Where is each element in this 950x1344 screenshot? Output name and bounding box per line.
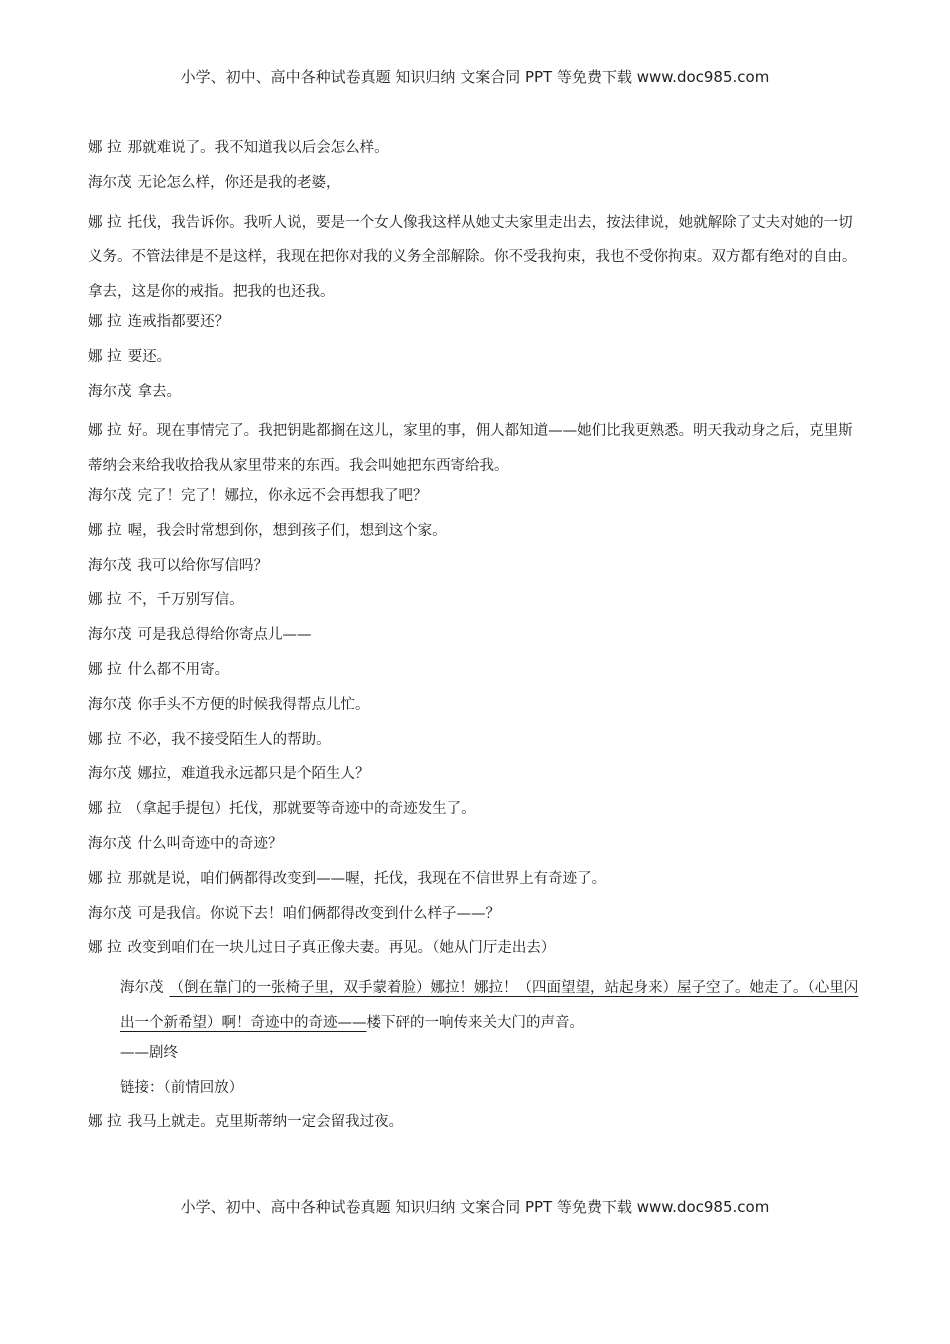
dialogue-text: 改变到咱们在一块儿过日子真正像夫妻。再见。（她从门厅走出去） bbox=[127, 940, 556, 957]
dialogue-text: 完了！完了！娜拉，你永远不会再想我了吧？ bbox=[137, 487, 428, 504]
dialogue-text: 喔，我会时常想到你，想到孩子们，想到这个家。 bbox=[127, 522, 447, 539]
speaker-label: 海尔茂 bbox=[88, 627, 132, 644]
speaker-label: 娜 拉 bbox=[88, 1114, 122, 1131]
dialogue-line bbox=[88, 310, 863, 345]
dialogue-text: 不，千万别写信。 bbox=[127, 592, 244, 609]
link-label: 链接：（前情回放） bbox=[120, 1079, 244, 1096]
dialogue-text: 不必，我不接受陌生人的帮助。 bbox=[127, 731, 331, 748]
speaker-label: 海尔茂 bbox=[88, 766, 132, 783]
dialogue-text: 托伐，我告诉你。我听人说，要是一个女人像我这样从她丈夫家里走出去，按法律说，她就解除了丈夫对她的一切义务。不管法律是不是这样，我现在把你对我的义务全部解除。你不受我拘束，我也不受你拘束。双方都有绝对的自由。拿去，这是你的戒指。把我的也还我。 bbox=[88, 214, 857, 301]
speaker-label: 娜 拉 bbox=[88, 140, 122, 156]
dialogue-line bbox=[88, 206, 863, 310]
page-header: 小学、初中、高中各种试卷真题 知识归纳 文案合同 PPT 等免费下载 www.doc985.com bbox=[180, 68, 770, 86]
final-stage-direction bbox=[88, 971, 863, 1041]
dialogue-line bbox=[88, 762, 863, 797]
dialogue-line bbox=[88, 171, 863, 206]
speaker-label: 娜 拉 bbox=[88, 348, 122, 365]
dialogue-text: 那就难说了。我不知道我以后会怎么样。 bbox=[127, 140, 389, 156]
dialogue-line bbox=[88, 136, 863, 171]
speaker-label: 海尔茂 bbox=[88, 835, 132, 852]
speaker-label: 海尔茂 bbox=[88, 905, 132, 922]
speaker-label: 海尔茂 bbox=[88, 696, 132, 713]
dialogue-line bbox=[88, 797, 863, 832]
dialogue-text: 什么叫奇迹中的奇迹？ bbox=[137, 835, 283, 852]
dialogue-text: 连戒指都要还？ bbox=[127, 313, 230, 330]
speaker-label: 娜 拉 bbox=[88, 801, 122, 818]
dialogue-line bbox=[88, 345, 863, 380]
speaker-label: 娜 拉 bbox=[88, 214, 122, 231]
dialogue-line bbox=[88, 832, 863, 867]
dialogue-text: 无论怎么样，你还是我的老婆， bbox=[137, 174, 341, 191]
dialogue-line bbox=[88, 519, 863, 554]
underlined-text: （倒在靠门的一张椅子里，双手蒙着脸）娜拉！娜拉！（四面望望，站起身来）屋子空了。她走了。（心里闪出一个新希望）啊！奇迹中的奇迹—— bbox=[120, 980, 859, 1031]
dialogue-text: 要还。 bbox=[127, 348, 172, 365]
dialogue-line bbox=[88, 658, 863, 693]
dialogue-line bbox=[88, 693, 863, 728]
dialogue-text: 什么都不用寄。 bbox=[127, 661, 230, 678]
speaker-label: 海尔茂 bbox=[88, 174, 132, 191]
document-body bbox=[88, 136, 863, 1145]
dialogue-line bbox=[88, 902, 863, 937]
dialogue-line bbox=[88, 936, 863, 971]
speaker-label: 海尔茂 bbox=[88, 383, 132, 400]
speaker-label: 娜 拉 bbox=[88, 522, 122, 539]
speaker-label: 娜 拉 bbox=[88, 870, 122, 887]
dialogue-text: 你手头不方便的时候我得帮点儿忙。 bbox=[137, 696, 370, 713]
dialogue-line bbox=[88, 380, 863, 415]
speaker-label: 娜 拉 bbox=[88, 592, 122, 609]
dialogue-text: 我马上就走。克里斯蒂纳一定会留我过夜。 bbox=[127, 1114, 404, 1131]
dialogue-line bbox=[88, 867, 863, 902]
dialogue-text: 可是我总得给你寄点儿—— bbox=[137, 627, 312, 644]
dialogue-line bbox=[88, 728, 863, 763]
dialogue-text: 我可以给你写信吗？ bbox=[137, 557, 268, 574]
dialogue-text: 那就是说，咱们俩都得改变到——喔，托伐，我现在不信世界上有奇迹了。 bbox=[127, 870, 607, 887]
speaker-label: 海尔茂 bbox=[120, 980, 164, 997]
page-footer: 小学、初中、高中各种试卷真题 知识归纳 文案合同 PPT 等免费下载 www.doc985.com bbox=[180, 1198, 770, 1216]
dialogue-text: 楼下砰的一响传来关大门的声音。 bbox=[366, 1014, 584, 1031]
dialogue-text: （拿起手提包）托伐，那就要等奇迹中的奇迹发生了。 bbox=[127, 801, 476, 818]
ending-mark: ——剧终 bbox=[120, 1044, 178, 1061]
speaker-label: 娜 拉 bbox=[88, 313, 122, 330]
speaker-label: 娜 拉 bbox=[88, 423, 122, 440]
dialogue-line bbox=[88, 484, 863, 519]
speaker-label: 娜 拉 bbox=[88, 940, 122, 957]
dialogue-text: 娜拉，难道我永远都只是个陌生人？ bbox=[137, 766, 370, 783]
dialogue-line bbox=[88, 554, 863, 589]
dialogue-text: 拿去。 bbox=[137, 383, 181, 400]
speaker-label: 海尔茂 bbox=[88, 557, 132, 574]
dialogue-line bbox=[88, 414, 863, 484]
dialogue-line bbox=[88, 1110, 863, 1145]
dialogue-line bbox=[88, 588, 863, 623]
dialogue-text: 可是我信。你说下去！咱们俩都得改变到什么样子——？ bbox=[137, 905, 500, 922]
speaker-label: 海尔茂 bbox=[88, 487, 132, 504]
dialogue-text: 好。现在事情完了。我把钥匙都搁在这儿，家里的事，佣人都知道——她们比我更熟悉。明天我动身之后，克里斯蒂纳会来给我收拾我从家里带来的东西。我会叫她把东西寄给我。 bbox=[88, 423, 853, 475]
speaker-label: 娜 拉 bbox=[88, 731, 122, 748]
dialogue-line bbox=[88, 623, 863, 658]
speaker-label: 娜 拉 bbox=[88, 661, 122, 678]
